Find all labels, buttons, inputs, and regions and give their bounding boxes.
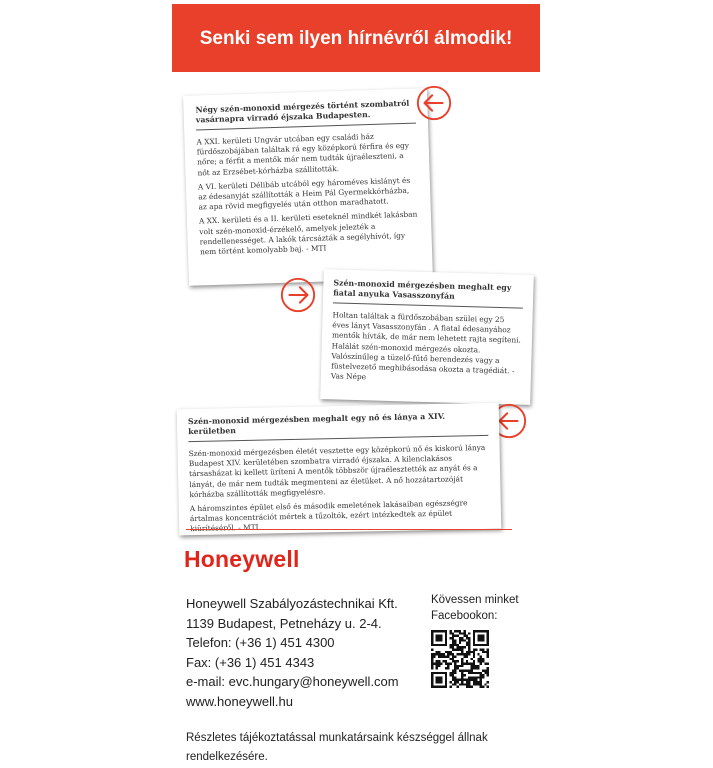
clipping-paragraph: A XX. kerületi és a II. kerületi eseteknél mindkét lakásban volt szén-monoxid-érzékelő, amelyek jelezték a rendellenességet. A lakók tárcsázták a segélyhívót, így nem történt komolyabb baj. - MTI: [198, 210, 418, 257]
headline-banner: [172, 4, 540, 72]
clipping-headline: Szén-monoxid mérgezésben meghalt egy nő és lánya a XIV. kerületben: [188, 411, 488, 442]
qr-code-icon: [431, 630, 489, 688]
arrow-right-circle-icon: [279, 276, 317, 314]
clipping-headline: Szén-monoxid mérgezésben meghalt egy fiatal anyuka Vasasszonyfán: [333, 278, 524, 308]
honeywell-logo: Honeywell: [184, 546, 300, 572]
banner-title: Senki sem ilyen hírnévről álmodik!: [199, 28, 513, 49]
footer-note: Részletes tájékoztatással munkatársaink készséggel állnak rendelkezésére.: [186, 732, 488, 763]
clipping-paragraph: A XXI. kerületi Ungvár utcában egy családi ház fürdőszobájában találtak rá egy középkorú férfira és egy nőre; a férfit a mentők már nem tudták újraéleszteni, a nőt az Erzsébet-kórházba szállították.: [196, 131, 410, 178]
news-clipping-3: [177, 403, 502, 536]
email-address: e-mail: evc.hungary@honeywell.com: [186, 674, 399, 689]
phone-number: Telefon: (+36 1) 451 4300: [186, 635, 335, 650]
fax-number: Fax: (+36 1) 451 4343: [186, 654, 315, 670]
news-clipping-2: [320, 269, 534, 405]
news-clipping-1: [183, 88, 433, 286]
section-divider: [186, 529, 512, 530]
clipping-paragraph: Holtan találtak a fürdőszobában szülei egy 25 éves lányt Vasasszonyfán . A fiatal édesanyához mentők hívták, de már nem lehetett rajta segíteni. Halálát szén-monoxid mérgezés okozta. Valószínűleg a tüzelő-fűtő berendezés vagy a füstelvezető meghibásodása okozta a tragédiát. - Vas Népe: [330, 310, 522, 382]
clipping-paragraph: A háromszintes épület első és második emeletének lakásaiban egészségre ártalmas koncentrációt mértek a tűzoltók, ezért intézkedtek az épület MTI: [189, 498, 468, 533]
clipping-paragraph: A VI. kerületi Délibáb utcából egy hároméves kislányt és az édesanyját szállították a Heim Pál Gyermekkórházba, az apa rövid megfigyelés után otthon maradhatott.: [197, 175, 411, 212]
company-address: 1139 Budapest, Petneházy u. 2-4.: [186, 615, 382, 631]
follow-line-2: Facebookon:: [431, 610, 498, 622]
website-link: www.honeywell.hu: [186, 693, 293, 709]
company-name: Honeywell Szabályozástechnikai Kft.: [186, 596, 398, 611]
clipping-paragraph: Szén-monoxid mérgezésben életét vesztette egy középkorú nő és kiskorú lánya Budapest XIV. kerületében szombatra virradó éjszaka. A kilenclakásos társasházat ki kellett üríteni A mentők többször újraélesztették az anyát és a lányát, de már nem tudták megmenteni az életüket. A nő hozzátartozóját kórházba szállították megfigyelésre.: [188, 442, 486, 499]
facebook-follow-text: [431, 592, 519, 624]
clipping-headline: Négy szén-monoxid mérgezés történt szombatról vasárnapra virradó éjszaka Budapesten.: [195, 99, 416, 131]
follow-line-1: Kövessen minket: [431, 594, 519, 606]
contact-block: [186, 594, 399, 711]
arrow-left-circle-icon: [415, 84, 453, 122]
